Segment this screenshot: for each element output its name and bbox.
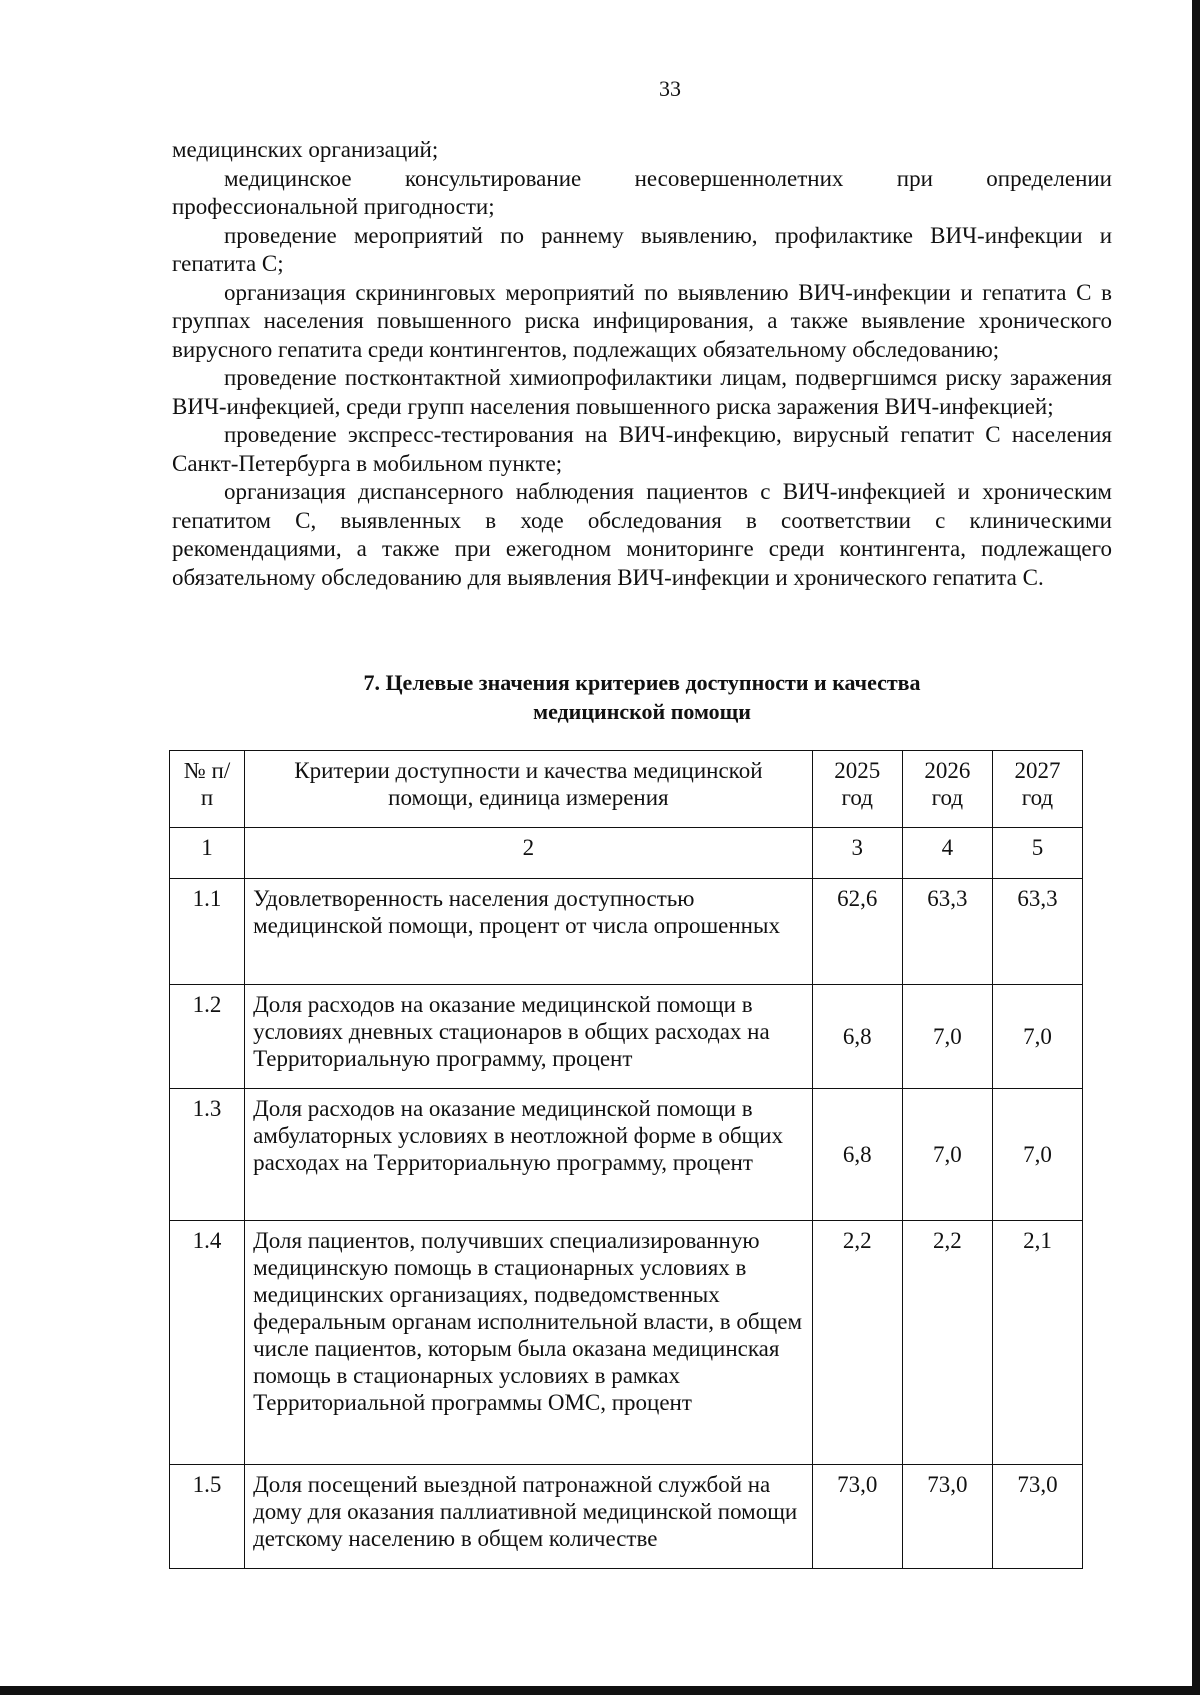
section-title-line: 7. Целевые значения критериев доступности и качества xyxy=(363,670,921,695)
row-criteria: Доля расходов на оказание медицинской помощи в условиях дневных стационаров в общих расходах на Территориальную программу, процент xyxy=(245,985,813,1089)
table-row xyxy=(170,1221,1083,1465)
row-value-2026: 2,2 xyxy=(902,1221,992,1465)
paragraph: организация скрининговых мероприятий по выявлению ВИЧ-инфекции и гепатита С в группах населения повышенного риска инфицирования, а также выявление хронического вирусного гепатита среди контингентов, подлежащих обязательному обследованию; xyxy=(172,279,1112,362)
column-number: 1 xyxy=(170,828,245,879)
row-value-2025: 73,0 xyxy=(812,1465,902,1569)
column-number: 2 xyxy=(245,828,813,879)
row-value-2027: 7,0 xyxy=(992,1089,1082,1221)
header-2025: 2025 год xyxy=(812,751,902,828)
table-row xyxy=(170,1465,1083,1569)
row-criteria: Удовлетворенность населения доступностью медицинской помощи, процент от числа опрошенных xyxy=(245,879,813,985)
row-criteria: Доля посещений выездной патронажной службой на дому для оказания паллиативной медицинской помощи детскому населению в общем количестве xyxy=(245,1465,813,1569)
row-value-2027: 73,0 xyxy=(992,1465,1082,1569)
row-num: 1.4 xyxy=(170,1221,245,1465)
row-value-2027: 7,0 xyxy=(992,985,1082,1089)
section-title-line: медицинской помощи xyxy=(533,699,751,724)
row-criteria: Доля расходов на оказание медицинской помощи в амбулаторных условиях в неотложной форме в общих расходах на Территориальную программу, процент xyxy=(245,1089,813,1221)
table-header-row xyxy=(170,751,1083,828)
header-num: № п/п xyxy=(170,751,245,828)
paragraph: проведение экспресс-тестирования на ВИЧ-инфекцию, вирусный гепатит С населения Санкт-Петербурга в мобильном пункте; xyxy=(172,422,1112,476)
paragraph: проведение постконтактной химиопрофилактики лицам, подвергшимся риску заражения ВИЧ-инфекцией, среди групп населения повышенного риска заражения ВИЧ-инфекцией; xyxy=(172,365,1112,419)
row-value-2027: 2,1 xyxy=(992,1221,1082,1465)
body-text xyxy=(172,136,1112,592)
paragraph: медицинских организаций; xyxy=(172,137,439,162)
page-number: 33 xyxy=(659,76,681,101)
header-2026: 2026 год xyxy=(902,751,992,828)
table-row xyxy=(170,985,1083,1089)
column-number: 4 xyxy=(902,828,992,879)
column-number: 3 xyxy=(812,828,902,879)
paragraph: организация диспансерного наблюдения пациентов с ВИЧ-инфекцией и хроническим гепатитом С, выявленных в ходе обследования в соответствии с клиническими рекомендациями, а также при ежегодном мониторинге среди контингента, подлежащего обязательному обследованию для выявления ВИЧ-инфекции и хронического гепатита С. xyxy=(172,479,1112,590)
paragraph: проведение мероприятий по раннему выявлению, профилактике ВИЧ-инфекции и гепатита С; xyxy=(172,222,1112,276)
criteria-table xyxy=(169,750,1083,1569)
row-value-2027: 63,3 xyxy=(992,879,1082,985)
row-value-2026: 63,3 xyxy=(902,879,992,985)
row-num: 1.5 xyxy=(170,1465,245,1569)
row-value-2026: 7,0 xyxy=(902,985,992,1089)
row-value-2026: 7,0 xyxy=(902,1089,992,1221)
paragraph: медицинское консультирование несовершеннолетних при определении профессиональной пригодности; xyxy=(172,165,1112,219)
header-criteria: Критерии доступности и качества медицинской помощи, единица измерения xyxy=(245,751,813,828)
table-row xyxy=(170,879,1083,985)
row-criteria: Доля пациентов, получивших специализированную медицинскую помощь в стационарных условиях в медицинских организациях, подведомственных федеральным органам исполнительной власти, в общем числе пациентов, которым была оказана медицинская помощь в стационарных условиях в рамках Территориальной программы ОМС, процент xyxy=(245,1221,813,1465)
scan-edge-right xyxy=(1192,0,1200,1695)
row-value-2025: 6,8 xyxy=(812,985,902,1089)
row-value-2025: 6,8 xyxy=(812,1089,902,1221)
row-num: 1.1 xyxy=(170,879,245,985)
row-num: 1.3 xyxy=(170,1089,245,1221)
scan-edge-bottom xyxy=(0,1686,1200,1695)
header-2027: 2027 год xyxy=(992,751,1082,828)
section-title xyxy=(172,668,1112,726)
table-row xyxy=(170,1089,1083,1221)
row-value-2025: 2,2 xyxy=(812,1221,902,1465)
row-value-2025: 62,6 xyxy=(812,879,902,985)
column-number: 5 xyxy=(992,828,1082,879)
column-number-row xyxy=(170,828,1083,879)
row-value-2026: 73,0 xyxy=(902,1465,992,1569)
row-num: 1.2 xyxy=(170,985,245,1089)
